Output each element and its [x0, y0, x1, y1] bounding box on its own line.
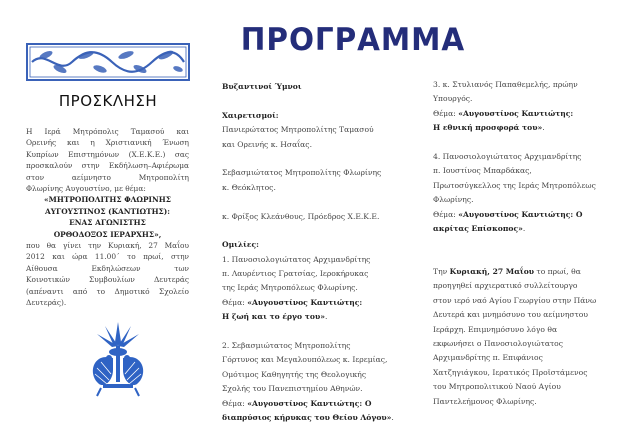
program-line — [222, 224, 412, 238]
program-text: της Ιεράς Μητροπόλεως Φλωρίνης. — [222, 283, 358, 293]
program-text: Ιεράρχη. Επιμνημόσυνο λόγο θα — [433, 324, 558, 334]
program-line — [222, 195, 412, 209]
program-line — [222, 109, 412, 123]
program-line — [433, 78, 613, 92]
program-line — [433, 351, 613, 365]
program-text: του Μητροπολιτικού Ναού Αγίου — [433, 382, 561, 392]
program-text: Χατζηγιάγκου, Ιερατικός Προϊστάμενος — [433, 367, 588, 377]
invitation-line: Ορεινής και η Χριστιανική Ένωση — [26, 138, 189, 148]
invitation-line: Η Ιερά Μητρόπολις Ταμασού και — [26, 127, 189, 136]
program-text: το πρωί, θα — [534, 267, 581, 277]
program-line — [222, 281, 412, 295]
program-line — [222, 166, 412, 180]
program-line — [433, 150, 613, 164]
program-line — [222, 267, 412, 281]
program-line — [433, 164, 613, 178]
program-line — [222, 310, 412, 324]
program-text: Θέμα: — [222, 297, 248, 307]
program-line — [433, 294, 613, 308]
invitation-line: Φλωρίνης Αυγουστίνο, με θέμα: — [26, 184, 146, 194]
program-text-bold: Η εθνική προσφορά του» — [433, 123, 543, 133]
program-text: π. Λαυρέντιος Γρατσίας, Ιεροκήρυκας — [222, 269, 369, 279]
program-text-bold: Η ζωή και το έργο του» — [222, 312, 325, 322]
invitation-line: Δευτεράς). — [26, 298, 67, 308]
invitation-line: στον αείμνηστο Μητροπολίτη — [26, 172, 189, 182]
program-text: Σχολής του Πανεπιστημίου Αθηνών. — [222, 384, 363, 394]
program-line — [222, 152, 412, 166]
program-line — [433, 107, 613, 121]
program-text: Υπουργός. — [433, 94, 473, 104]
program-text-bold: «Αυγουστίνος Καντιώτης: — [458, 108, 574, 118]
program-line — [433, 366, 613, 380]
invitation-text — [26, 126, 189, 309]
program-line — [433, 395, 613, 409]
program-line — [222, 353, 412, 367]
invitation-line: Κοινοτικών Συμβουλίων Δευτεράς — [26, 275, 189, 285]
program-text: Πρωτοσύγκελλος της Ιεράς Μητροπόλεως — [433, 180, 596, 190]
program-line — [433, 337, 613, 351]
invitation-line: ΕΝΑΣ ΑΓΩΝΙΣΤΗΣ — [69, 218, 146, 228]
program-text-bold: «Αυγουστίνος Καντιώτης: Ο — [458, 209, 583, 219]
program-text: 2. Σεβασμιώτατος Μητροπολίτης — [222, 341, 351, 351]
program-text: προηγηθεί αρχιερατικό συλλείτουργο — [433, 281, 578, 291]
invitation-line: Κυπρίων Επιστημόνων (Χ.Ε.Κ.Ε.) σας — [26, 149, 189, 159]
program-line — [222, 325, 412, 339]
program-text: Θέμα: — [433, 209, 459, 219]
invitation-line: «ΜΗΤΡΟΠΟΛΙΤΗΣ ΦΛΩΡΙΝΗΣ — [44, 195, 171, 205]
program-text: 3. κ. Στυλιανός Παπαθεμελής, πρώην — [433, 80, 578, 89]
program-line — [433, 380, 613, 394]
program-line — [433, 208, 613, 222]
program-text: Θέμα: — [433, 108, 459, 118]
program-line — [433, 121, 613, 135]
program-text: στον ιερό ναό Αγίου Γεωργίου στην Πάνω — [433, 295, 597, 305]
program-text-bold: Ομιλίες: — [222, 240, 259, 250]
program-text: . — [522, 223, 526, 233]
program-text: Ομότιμος Καθηγητής της Θεολογικής — [222, 369, 367, 379]
program-text: Σεβασμιώτατος Μητροπολίτης Φλωρίνης — [222, 168, 382, 178]
program-column-right — [433, 78, 613, 409]
program-text: Αρχιμανδρίτης π. Επιφάνιος — [433, 353, 543, 363]
program-text-bold: διαπρύσιος κήρυκας του Θείου Λόγου» — [222, 412, 392, 422]
program-text: . — [391, 412, 394, 422]
invitation-line: που θα γίνει την Κυριακή, 27 Μαΐου — [26, 241, 189, 251]
program-text-bold: «Αυγουστίνος Καντιώτης: — [247, 297, 363, 307]
invitation-line: (απέναντι από το Δημοτικό Σχολείο — [26, 286, 189, 296]
program-line — [433, 279, 613, 293]
program-line — [222, 94, 412, 108]
program-line — [433, 92, 613, 106]
program-line — [222, 397, 412, 411]
invitation-line: ΑΥΓΟΥΣΤΙΝΟΣ (ΚΑΝΤΙΩΤΗΣ): — [44, 206, 171, 216]
program-text: Πανιερώτατος Μητροπολίτης Ταμασού — [222, 125, 374, 135]
program-line — [433, 323, 613, 337]
invitation-line: Αίθουσα Εκδηλώσεων των — [26, 263, 189, 273]
program-text: και Ορεινής κ. Ησαΐας. — [222, 139, 312, 149]
program-line — [433, 251, 613, 265]
program-text: Φλωρίνης. — [433, 195, 474, 205]
program-line — [222, 80, 412, 94]
program-text: 4. Πανοσιολογιώτατος Αρχιμανδρίτης — [433, 151, 582, 161]
program-line — [222, 181, 412, 195]
invitation-line: ΟΡΘΟΔΟΞΟΣ ΙΕΡΑΡΧΗΣ», — [53, 229, 162, 239]
program-line — [433, 236, 613, 250]
program-text: π. Ιουστίνος Μπαρδάκας, — [433, 166, 532, 176]
program-text-bold: «Αυγουστίνος Καντιώτης: Ο — [247, 398, 372, 408]
program-text-bold: ακρίτας Επίσκοπος» — [433, 223, 523, 233]
invitation-line: προσκαλούν στην Εκδήλωση–Αφιέρωμα — [26, 161, 189, 171]
program-text-bold: Χαιρετισμοί: — [222, 110, 279, 120]
program-line — [222, 411, 412, 425]
program-text: Την — [433, 267, 450, 277]
program-text: Γόρτυνος και Μεγαλουπόλεως κ. Ιερεμίας, — [222, 355, 388, 365]
invitation-title: ΠΡΟΣΚΛΗΣΗ — [58, 92, 158, 110]
program-text: κ. Φρίξος Κλεάνθους, Πρόεδρος Χ.Ε.Κ.Ε. — [222, 211, 380, 221]
program-line — [222, 138, 412, 152]
program-line — [222, 210, 412, 224]
program-text: εκφωνήσει ο Πανοσιολογιώτατος — [433, 339, 563, 349]
invitation-line: 2012 και ώρα 11.00΄ το πρωί, στην — [26, 252, 189, 262]
program-line — [222, 382, 412, 396]
program-text-bold: Κυριακή, 27 Μαΐου — [449, 267, 535, 277]
program-line — [222, 238, 412, 252]
program-line — [222, 296, 412, 310]
program-line — [433, 136, 613, 150]
program-line — [222, 123, 412, 137]
program-text: Θέμα: — [222, 398, 248, 408]
program-text: . — [542, 123, 545, 133]
program-line — [222, 339, 412, 353]
program-text: κ. Θεόκλητος. — [222, 182, 276, 192]
program-column-middle — [222, 80, 412, 425]
floral-ornament-banner — [26, 43, 190, 81]
program-text: Παντελεήμονος Φλωρίνης. — [433, 396, 537, 406]
program-text: 1. Πανοσιολογιώτατος Αρχιμανδρίτης — [222, 254, 371, 264]
program-title: ΠΡΟΓΡΑΜΜΑ — [240, 22, 466, 58]
program-line — [222, 253, 412, 267]
program-text: Δευτερά και μνημόσυνο του αείμνηστου — [433, 310, 588, 320]
program-text: . — [324, 312, 328, 322]
program-line — [433, 222, 613, 236]
program-line — [433, 193, 613, 207]
peacock-tree-emblem — [83, 318, 153, 398]
program-text-bold: Βυζαντινοί Ύμνοι — [222, 82, 302, 91]
program-line — [433, 179, 613, 193]
program-line — [222, 368, 412, 382]
program-line — [433, 265, 613, 279]
program-line — [433, 308, 613, 322]
